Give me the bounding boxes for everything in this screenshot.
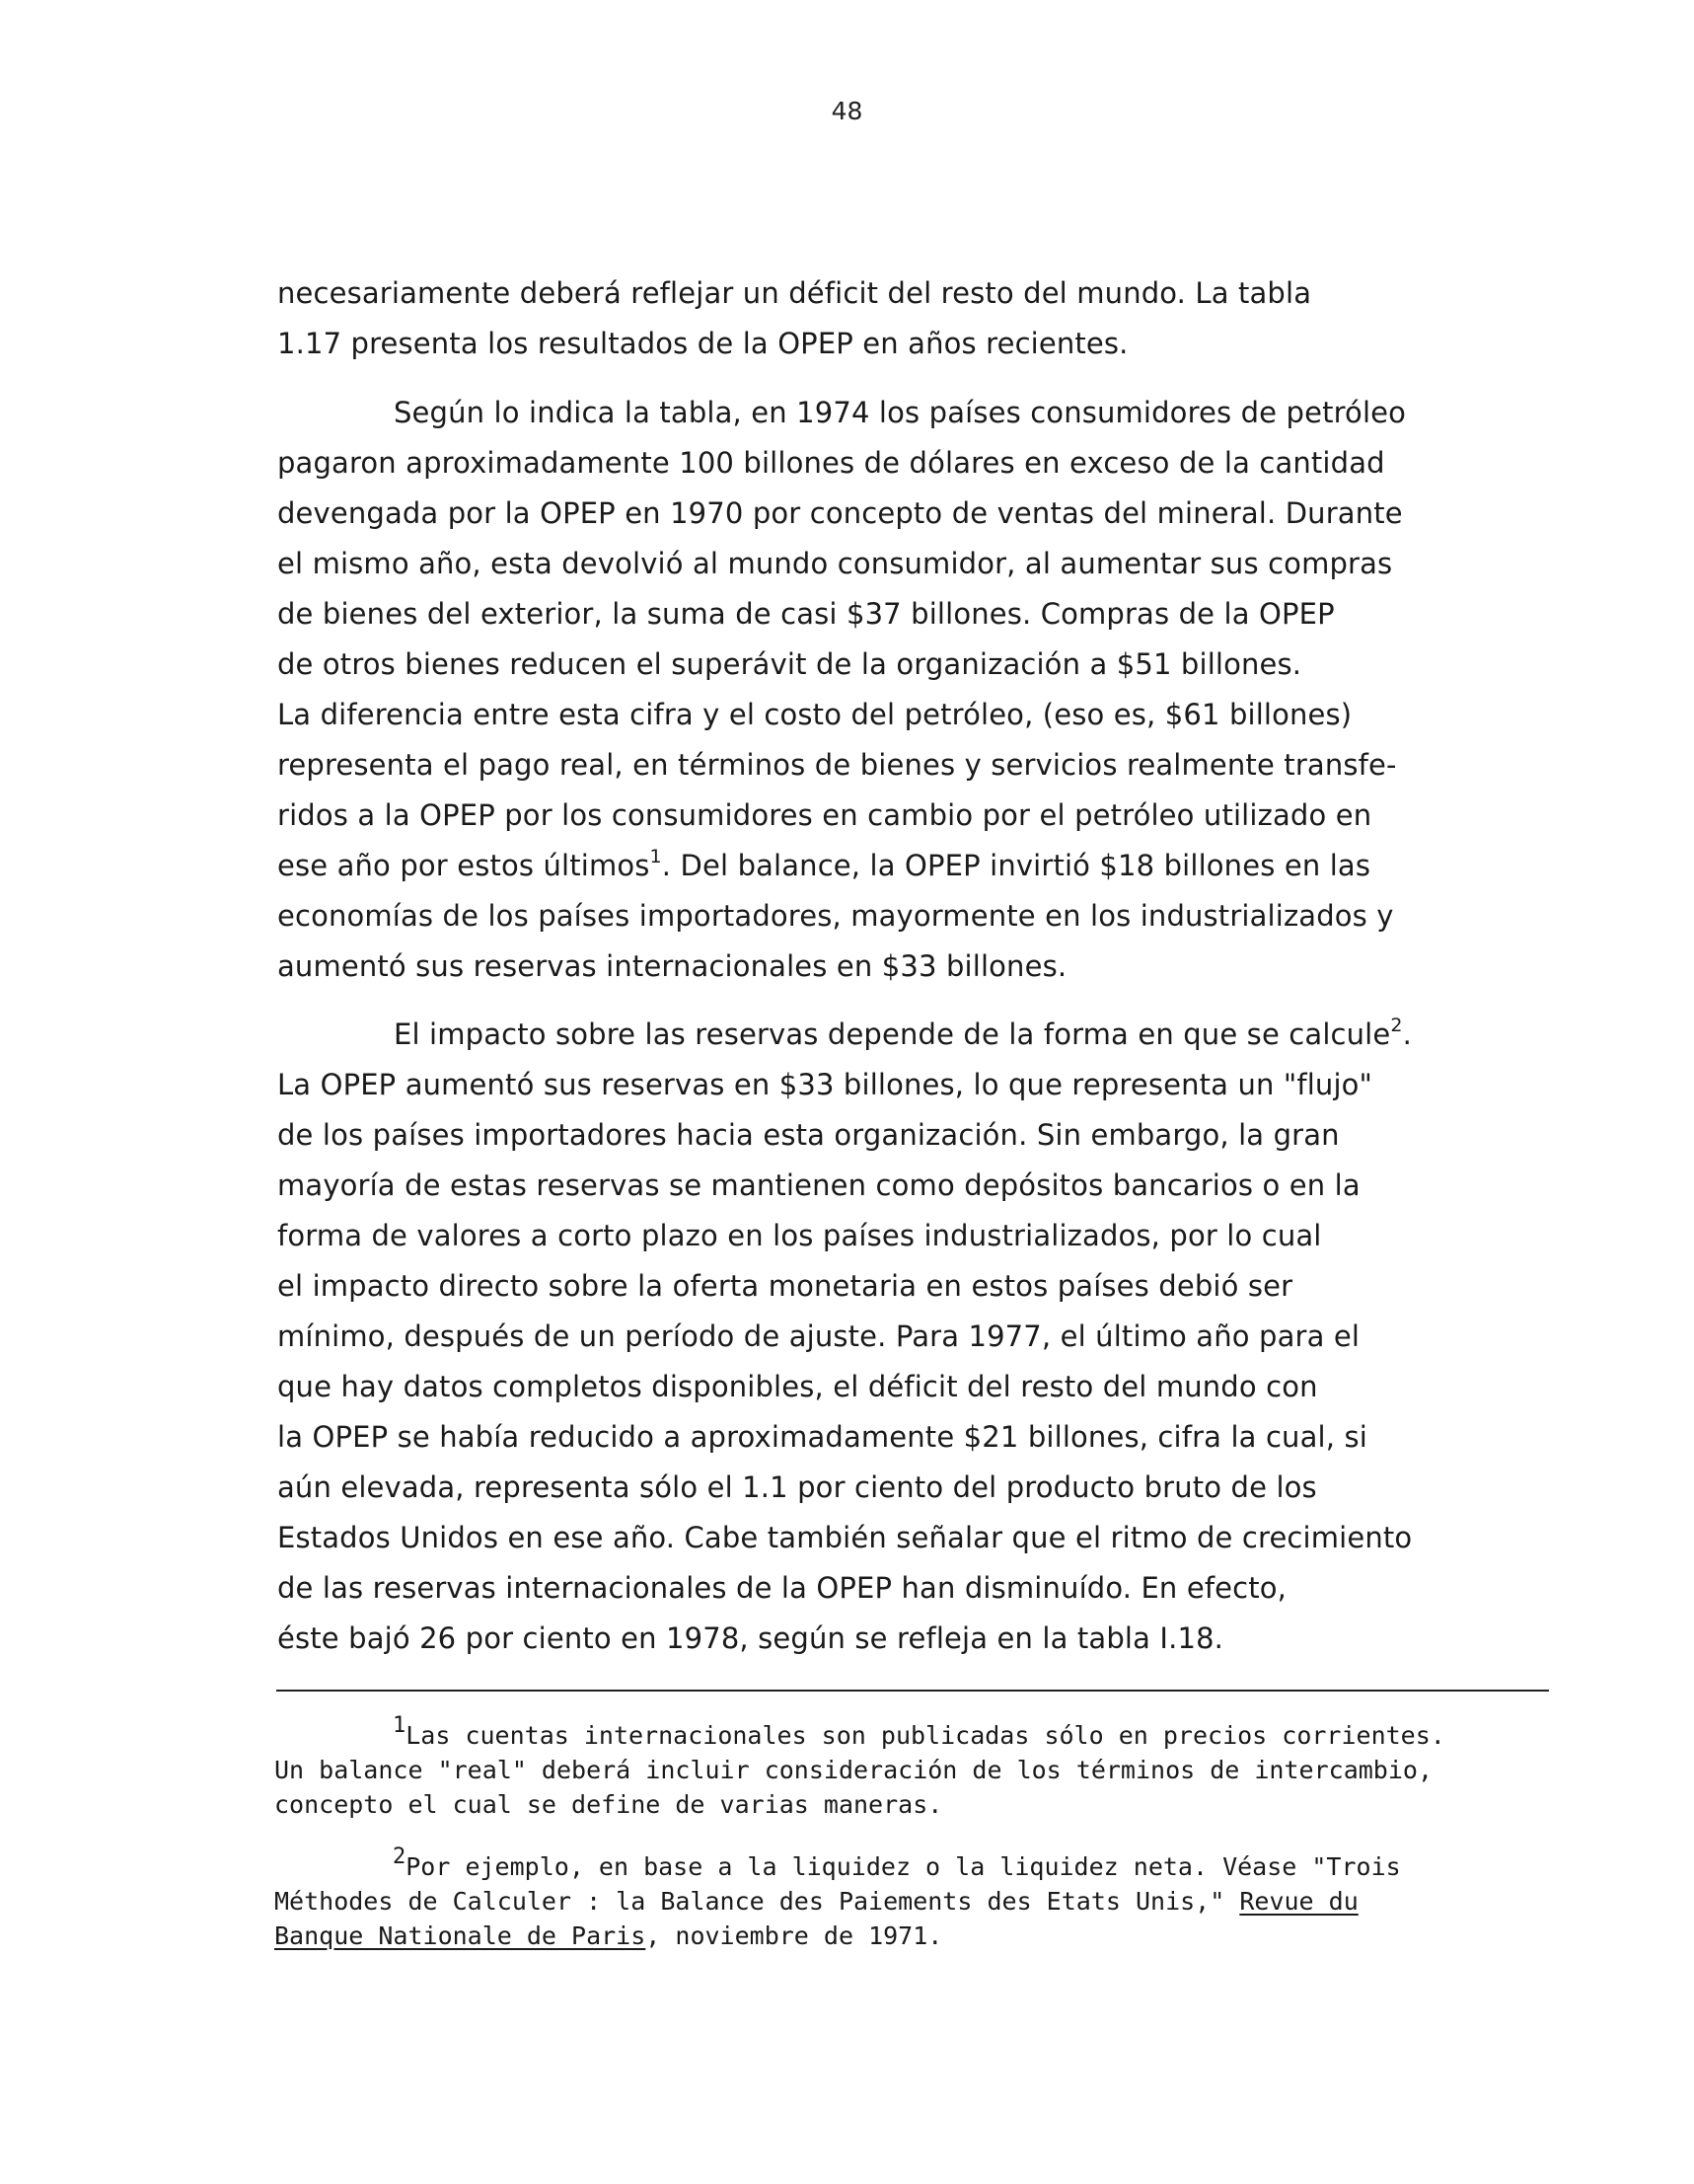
- paragraph-3-line: de los países importadores hacia esta organización. Sin embargo, la gran: [277, 1118, 1340, 1152]
- footnote-ref-1: 1: [649, 846, 662, 867]
- footnote-ref-2: 2: [1390, 1015, 1403, 1036]
- paragraph-2-line: ridos a la OPEP por los consumidores en cambio por el petróleo utilizado en: [277, 798, 1372, 832]
- paragraph-3-text: El impacto sobre las reservas depende de la forma en que se calcule: [394, 1017, 1391, 1051]
- paragraph-3-line: mínimo, después de un período de ajuste. Para 1977, el último año para el: [277, 1319, 1361, 1353]
- footnote-2-text: Por ejemplo, en base a la liquidez o la liquidez neta. Véase "Trois: [405, 1852, 1401, 1881]
- paragraph-3-line: que hay datos completos disponibles, el déficit del resto del mundo con: [277, 1370, 1318, 1403]
- footnote-1: [274, 1713, 1675, 1822]
- paragraph-3-line-with-ref: [277, 1010, 1658, 1060]
- footnote-2-marker: 2: [393, 1845, 406, 1869]
- paragraph-2-line-with-ref: [277, 841, 1658, 891]
- footnote-2-line: [274, 1919, 1675, 1953]
- paragraph-2-text: . Del balance, la OPEP invirtió $18 billones en las: [661, 849, 1371, 882]
- footnote-2-text: , noviembre de 1971.: [645, 1921, 943, 1950]
- paragraph-2-line: representa el pago real, en términos de bienes y servicios realmente transfe-: [277, 748, 1397, 782]
- footnote-1-marker: 1: [393, 1713, 406, 1738]
- paragraph-3-line: éste bajó 26 por ciento en 1978, según se refleja en la tabla I.18.: [277, 1621, 1224, 1655]
- paragraph-2-line: de bienes del exterior, la suma de casi $37 billones. Compras de la OPEP: [277, 597, 1335, 631]
- footnote-1-text: Las cuentas internacionales son publicadas sólo en precios corrientes.: [405, 1721, 1445, 1750]
- paragraph-2: [277, 388, 1658, 992]
- paragraph-3-text: .: [1402, 1017, 1412, 1051]
- footnote-2-journal-title: Banque Nationale de Paris: [274, 1921, 646, 1950]
- paragraph-2-line: pagaron aproximadamente 100 billones de dólares en exceso de la cantidad: [277, 446, 1385, 480]
- paragraph-3-line: mayoría de estas reservas se mantienen como depósitos bancarios o en la: [277, 1168, 1361, 1202]
- paragraph-3-line: La OPEP aumentó sus reservas en $33 billones, lo que representa un "flujo": [277, 1068, 1373, 1101]
- footnote-1-line: concepto el cual se define de varias maneras.: [274, 1790, 943, 1819]
- paragraph-3: [277, 1010, 1658, 1664]
- paragraph-1-line: 1.17 presenta los resultados de la OPEP en años recientes.: [277, 327, 1129, 360]
- paragraph-2-line: de otros bienes reducen el superávit de la organización a $51 billones.: [277, 647, 1302, 681]
- paragraph-2-text: ese año por estos últimos: [277, 849, 650, 882]
- paragraph-1: [277, 268, 1658, 369]
- page-number: 48: [831, 97, 863, 125]
- paragraph-3-line: forma de valores a corto plazo en los países industrializados, por lo cual: [277, 1219, 1322, 1252]
- footnote-2-line: [274, 1884, 1675, 1919]
- paragraph-2-line: Según lo indica la tabla, en 1974 los países consumidores de petróleo: [394, 396, 1407, 429]
- paragraph-2-line: el mismo año, esta devolvió al mundo consumidor, al aumentar sus compras: [277, 547, 1393, 580]
- footnote-1-line: Un balance "real" deberá incluir consideración de los términos de intercambio,: [274, 1756, 1433, 1784]
- footnote-divider: [276, 1690, 1549, 1692]
- paragraph-2-line: La diferencia entre esta cifra y el costo del petróleo, (eso es, $61 billones): [277, 698, 1353, 731]
- footnote-2-journal-title: Revue du: [1239, 1887, 1359, 1916]
- paragraph-3-line: el impacto directo sobre la oferta monetaria en estos países debió ser: [277, 1269, 1293, 1303]
- paragraph-2-line: aumentó sus reservas internacionales en $33 billones.: [277, 949, 1068, 983]
- paragraph-1-line: necesariamente deberá reflejar un déficit del resto del mundo. La tabla: [277, 276, 1312, 310]
- paragraph-3-line: de las reservas internacionales de la OPEP han disminuído. En efecto,: [277, 1571, 1288, 1605]
- footnote-1-line: [274, 1713, 1675, 1753]
- paragraph-3-line: la OPEP se había reducido a aproximadamente $21 billones, cifra la cual, si: [277, 1420, 1367, 1454]
- footnote-2-text: Méthodes de Calculer : la Balance des Paiements des Etats Unis,": [274, 1887, 1240, 1916]
- paragraph-3-line: aún elevada, representa sólo el 1.1 por ciento del producto bruto de los: [277, 1470, 1317, 1504]
- paragraph-2-line: economías de los países importadores, mayormente en los industrializados y: [277, 899, 1394, 933]
- footnote-2-line: [274, 1845, 1675, 1884]
- footnote-2: [274, 1845, 1675, 1953]
- paragraph-2-line: devengada por la OPEP en 1970 por concepto de ventas del mineral. Durante: [277, 496, 1403, 530]
- paragraph-3-line: Estados Unidos en ese año. Cabe también señalar que el ritmo de crecimiento: [277, 1521, 1413, 1554]
